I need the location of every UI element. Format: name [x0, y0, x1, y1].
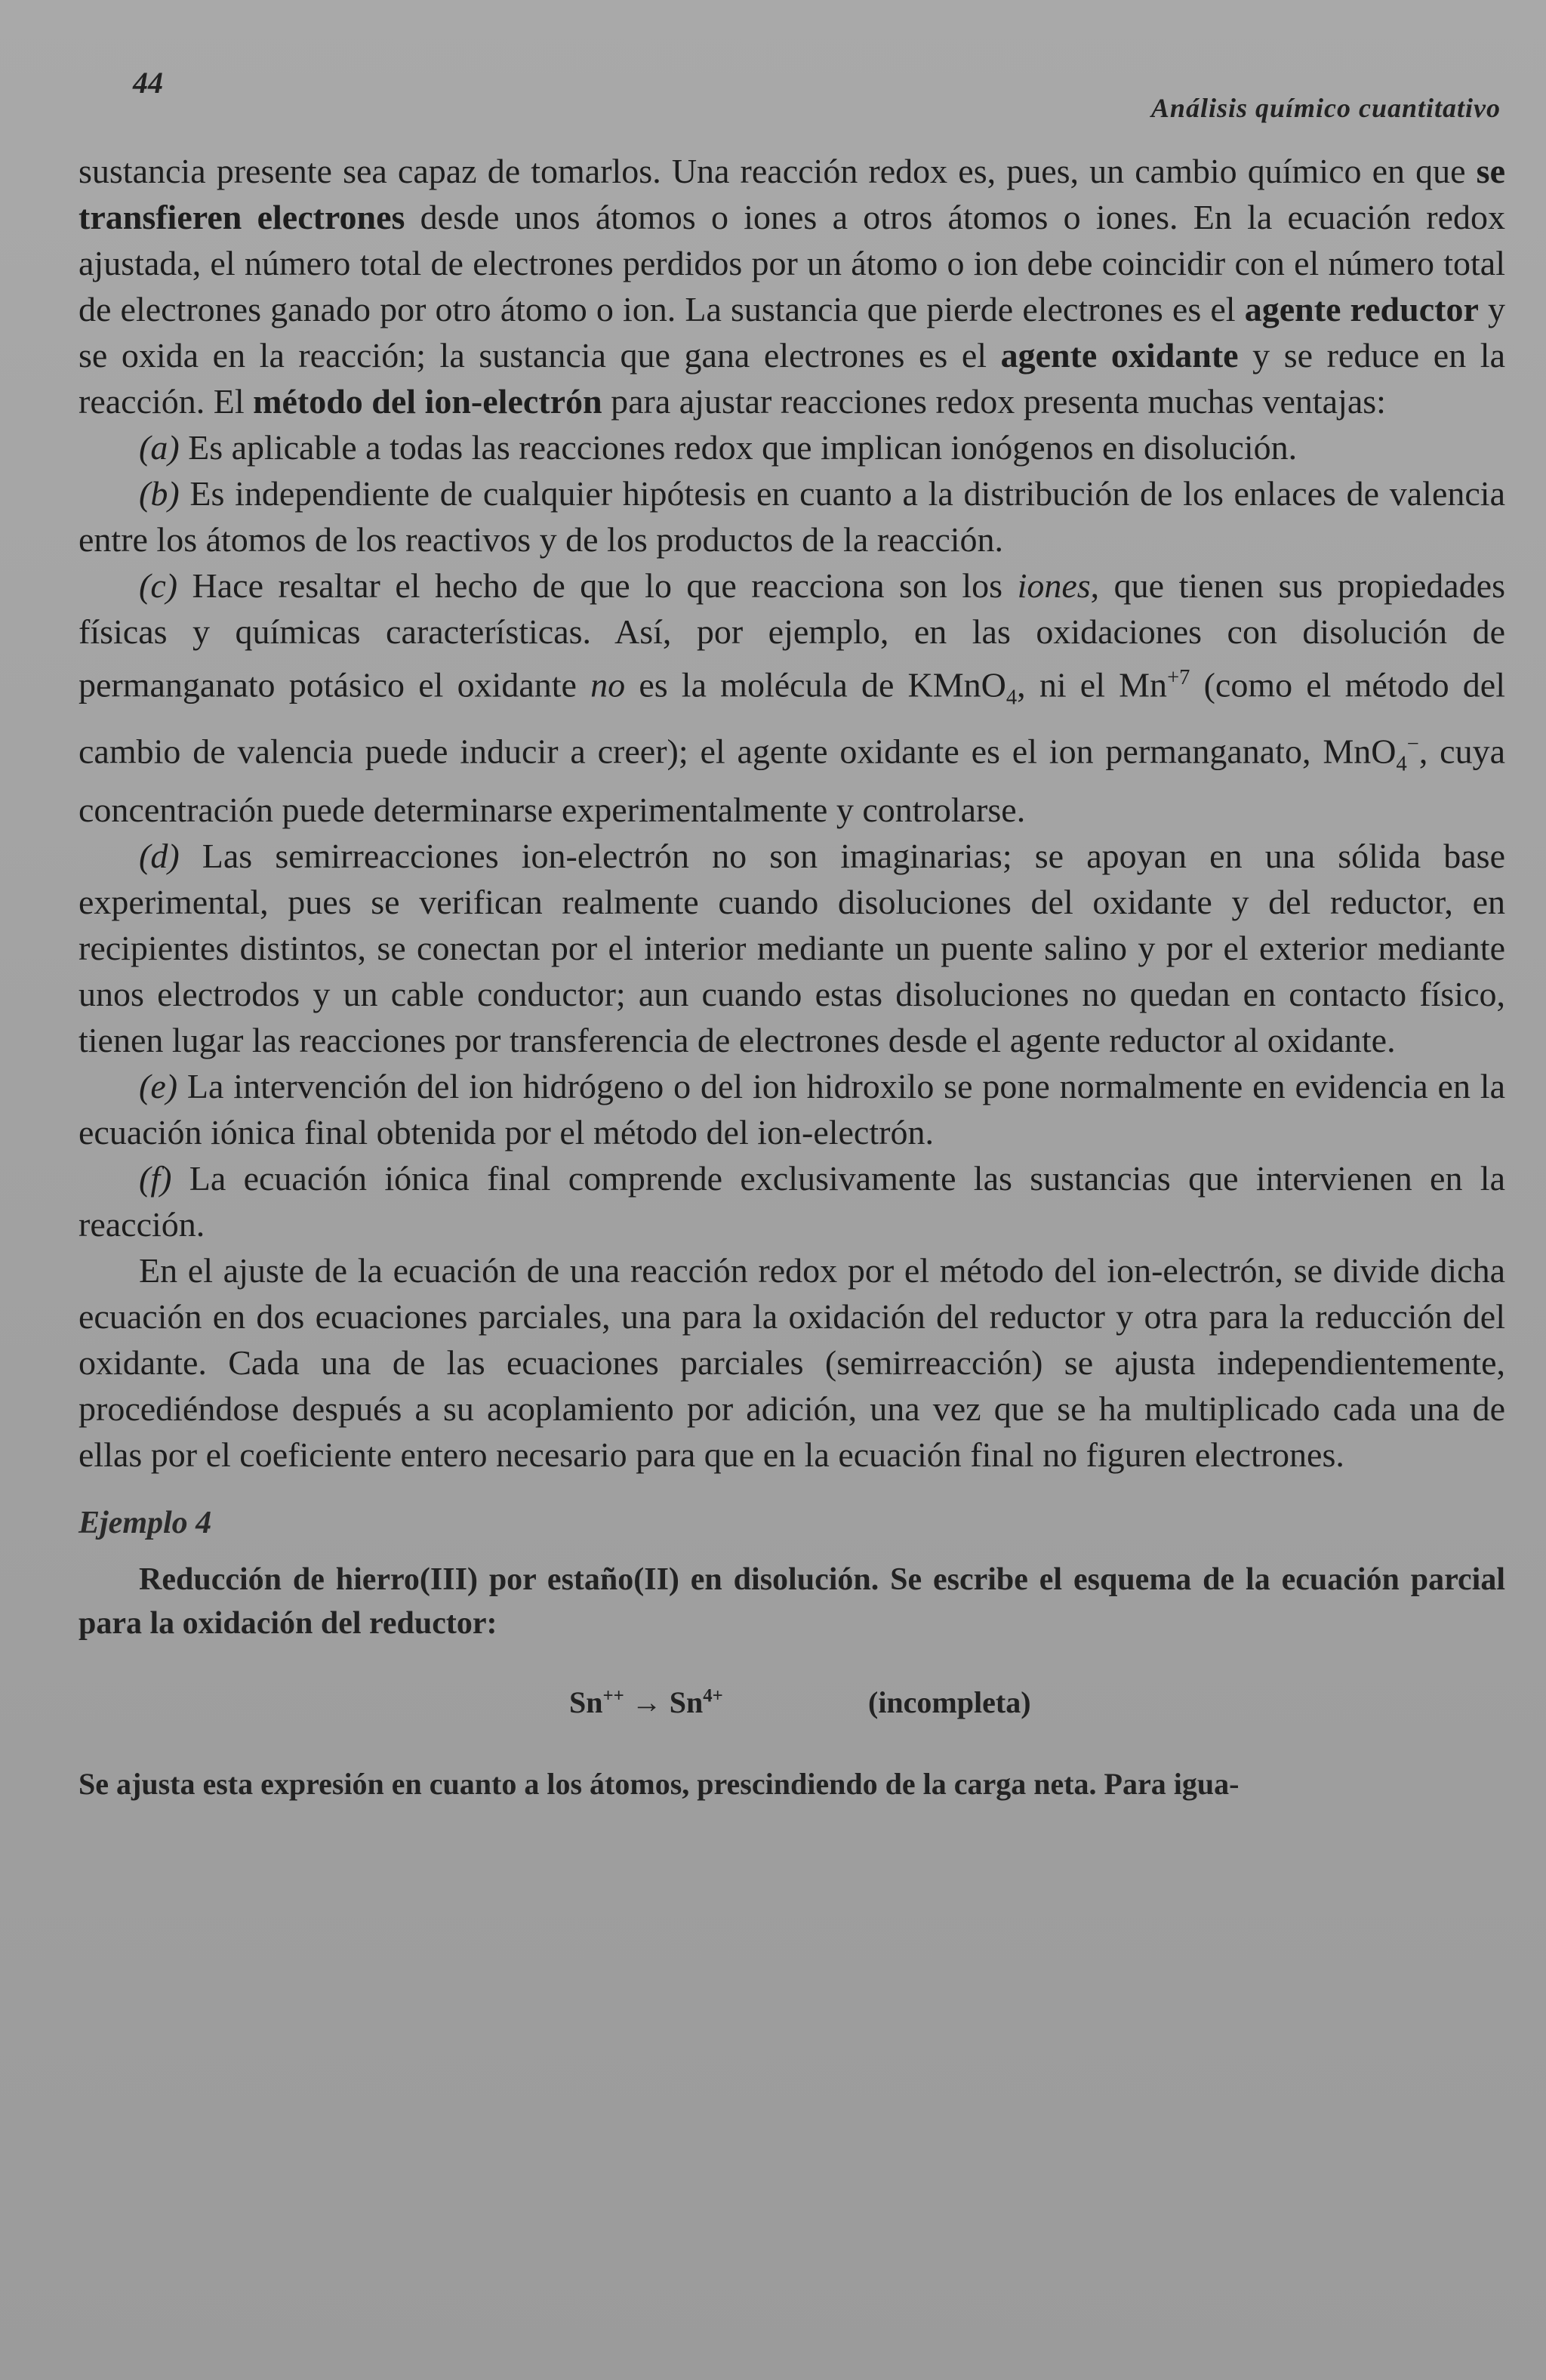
page-number: 44: [133, 66, 163, 100]
body-text: [79, 148, 1505, 1805]
list-item-f: (f) La ecuación iónica final comprende exclusivamente las sustancias que intervienen en la reacción.: [79, 1159, 1505, 1244]
list-item-e: (e) La intervención del ion hidrógeno o del ion hidroxilo se pone normalmente en evidencia en la ecuación iónica final obtenida por el método del ion-electrón.: [79, 1067, 1505, 1152]
list-item-d: (d) Las semirreacciones ion-electrón no son imaginarias; se apoyan en una sólida base experimental, pues se verifican realmente cuando disoluciones del oxidante y del reductor, en recipientes distintos, se conectan por el interior mediante un puente salino y por el exterior mediante unos electrodos y un cable conductor; aun cuando estas disoluciones no quedan en contacto físico, tienen lugar las reacciones por transferencia de electrones desde el agente reductor al oxidante.: [79, 837, 1505, 1060]
example-body: Reducción de hierro(III) por estaño(II) en disolución. Se escribe el esquema de la ecuación parcial para la oxidación del reductor:: [79, 1562, 1505, 1642]
list-item-c: (c) Hace resaltar el hecho de que lo que reacciona son los iones, que tienen sus propiedades físicas y químicas características. Así, por ejemplo, en las oxidaciones con disolución de permanganato potásico el oxidante no es la molécula de KMnO$_4$, ni el $Mn^{+7}$ (como el método del cambio de valencia puede inducir a creer); el agente oxidante es el ion permanganato, MnO$_4$−, cuya concentración puede determinarse experimentalmente y controlarse.: [79, 566, 1505, 830]
list-item-a: (a) Es aplicable a todas las reacciones redox que implican ionógenos en disolución.: [139, 428, 1298, 467]
equation-note: (incompleta): [868, 1685, 1031, 1720]
closing-paragraph: En el ajuste de la ecuación de una reacción redox por el método del ion-electrón, se divide dicha ecuación en dos ecuaciones parciales, una para la oxidación del reductor y otra para la reducción del oxidante. Cada una de las ecuaciones parciales (semirreacción) se ajusta independientemente, procediéndose después a su acoplamiento por adición, una vez que se ha multiplicado cada una de ellas por el coeficiente entero necesario para que en la ecuación final no figuren electrones.: [79, 1251, 1505, 1475]
running-head: Análisis químico cuantitativo: [1150, 93, 1501, 123]
equation: [79, 1685, 1505, 1737]
intro-paragraph: sustancia presente sea capaz de tomarlos. Una reacción redox es, pues, un cambio químico en que se transfieren electrones desde unos átomos o iones a otros átomos o iones. En la ecuación redox ajustada, el número total de electrones perdidos por un átomo o ion debe coincidir con el número total de electrones ganado por otro átomo o ion. La sustancia que pierde electrones es el agente reductor y se oxida en la reacción; la sustancia que gana electrones es el agente oxidante y se reduce en la reacción. El método del ion-electrón para ajustar reacciones redox presenta muchas ventajas:: [79, 152, 1505, 421]
continuation-line: Se ajusta esta expresión en cuanto a los átomos, prescindiendo de la carga neta. Para igua-: [79, 1767, 1240, 1802]
example-title: Ejemplo 4: [79, 1506, 212, 1541]
half-reaction: $Sn^{++} \to Sn^{4+}$: [569, 1685, 723, 1720]
list-item-b: (b) Es independiente de cualquier hipótesis en cuanto a la distribución de los enlaces de valencia entre los átomos de los reactivos y de los productos de la reacción.: [79, 474, 1505, 559]
